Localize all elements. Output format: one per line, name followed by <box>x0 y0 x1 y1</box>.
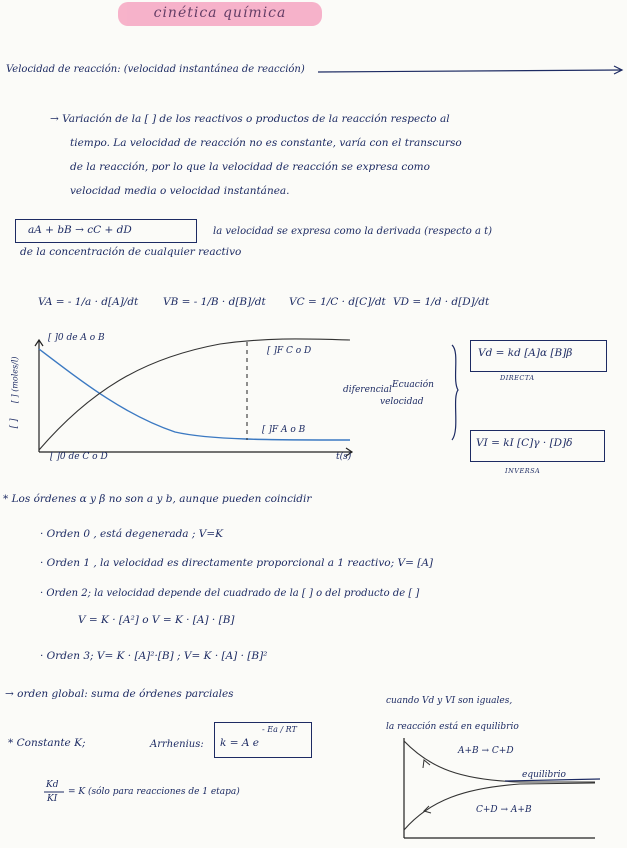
graph-final-cd: [ ]F C o D <box>267 346 312 356</box>
definition-line-1: → Variación de la [ ] de los reactivos o productos de la reacción respecto al <box>50 113 450 125</box>
equilibrium-backward: C+D → A+B <box>476 805 532 815</box>
direct-rate-equation: Vd = kd [A]α [B]β <box>478 347 573 359</box>
reaction-equation: aA + bB → cC + dD <box>28 224 132 236</box>
orders-note: * Los órdenes α y β no son a y b, aunque pueden coincidir <box>3 493 312 505</box>
rate-vb: VB = - 1/B · d[B]/dt <box>163 296 266 308</box>
ratio-numerator: Kd <box>46 780 59 790</box>
ratio-text: = K (sólo para reacciones de 1 etapa) <box>68 787 240 797</box>
reaction-note-2: de la concentración de cualquier reactivo <box>20 246 242 258</box>
graph-x-axis-label: t(s) <box>336 452 352 462</box>
order-2-equation: V = K · [A²] o V = K · [A] · [B] <box>78 614 235 626</box>
graph-origin-label: [ ]0 de C o D <box>50 452 108 462</box>
direct-rate-label: DIRECTA <box>500 374 535 382</box>
rate-vc: VC = 1/C · d[C]/dt <box>289 296 386 308</box>
order-1: · Orden 1 , la velocidad es directamente proporcional a 1 reactivo; V= [A] <box>40 557 434 569</box>
inverse-rate-label: INVERSA <box>505 467 541 475</box>
equilibrium-forward: A+B → C+D <box>458 746 514 756</box>
order-2: · Orden 2; la velocidad depende del cuadrado de la [ ] o del producto de [ ] <box>40 588 420 599</box>
graph-y-short: [ ] <box>9 418 20 429</box>
equilibrium-line-2: la reacción está en equilibrio <box>386 722 519 732</box>
arrhenius-label: Arrhenius: <box>150 739 204 750</box>
page-title: cinética química <box>153 5 287 21</box>
differential-line-2: velocidad <box>380 397 424 407</box>
graph-top-label: [ ]0 de A o B <box>48 333 105 343</box>
equilibrium-label: equilibrio <box>522 770 566 780</box>
ratio-denominator: KI <box>47 794 58 804</box>
order-3: · Orden 3; V= K · [A]²·[B] ; V= K · [A] · [B]² <box>40 650 268 662</box>
order-0: · Orden 0 , está degenerada ; V=K <box>40 528 223 540</box>
global-order: → orden global: suma de órdenes parciales <box>5 688 234 700</box>
reaction-note-1: la velocidad se expresa como la derivada (respecto a t) <box>213 226 493 237</box>
rate-va: VA = - 1/a · d[A]/dt <box>38 296 139 308</box>
definition-line-4: velocidad media o velocidad instantánea. <box>70 185 290 197</box>
rate-vd: VD = 1/d · d[D]/dt <box>393 296 490 308</box>
definition-line-3: de la reacción, por lo que la velocidad de reacción se expresa como <box>70 161 430 173</box>
differential-prefix: diferencial <box>343 385 392 395</box>
arrhenius-formula: k = A e <box>220 737 259 749</box>
differential-line-1: Ecuación <box>392 380 434 390</box>
constant-label: * Constante K; <box>8 737 86 749</box>
definition-line-2: tiempo. La velocidad de reacción no es constante, varía con el transcurso <box>70 137 462 149</box>
arrhenius-exponent: - Ea / RT <box>262 725 297 734</box>
graph-y-axis-label: [ ] (moles/l) <box>10 356 20 404</box>
graph-final-ab: [ ]F A o B <box>262 425 306 435</box>
equilibrium-line-1: cuando Vd y VI son iguales, <box>386 696 513 706</box>
section-heading: Velocidad de reacción: (velocidad instantánea de reacción) <box>6 64 305 75</box>
inverse-rate-equation: VI = kI [C]γ · [D]δ <box>476 437 573 449</box>
